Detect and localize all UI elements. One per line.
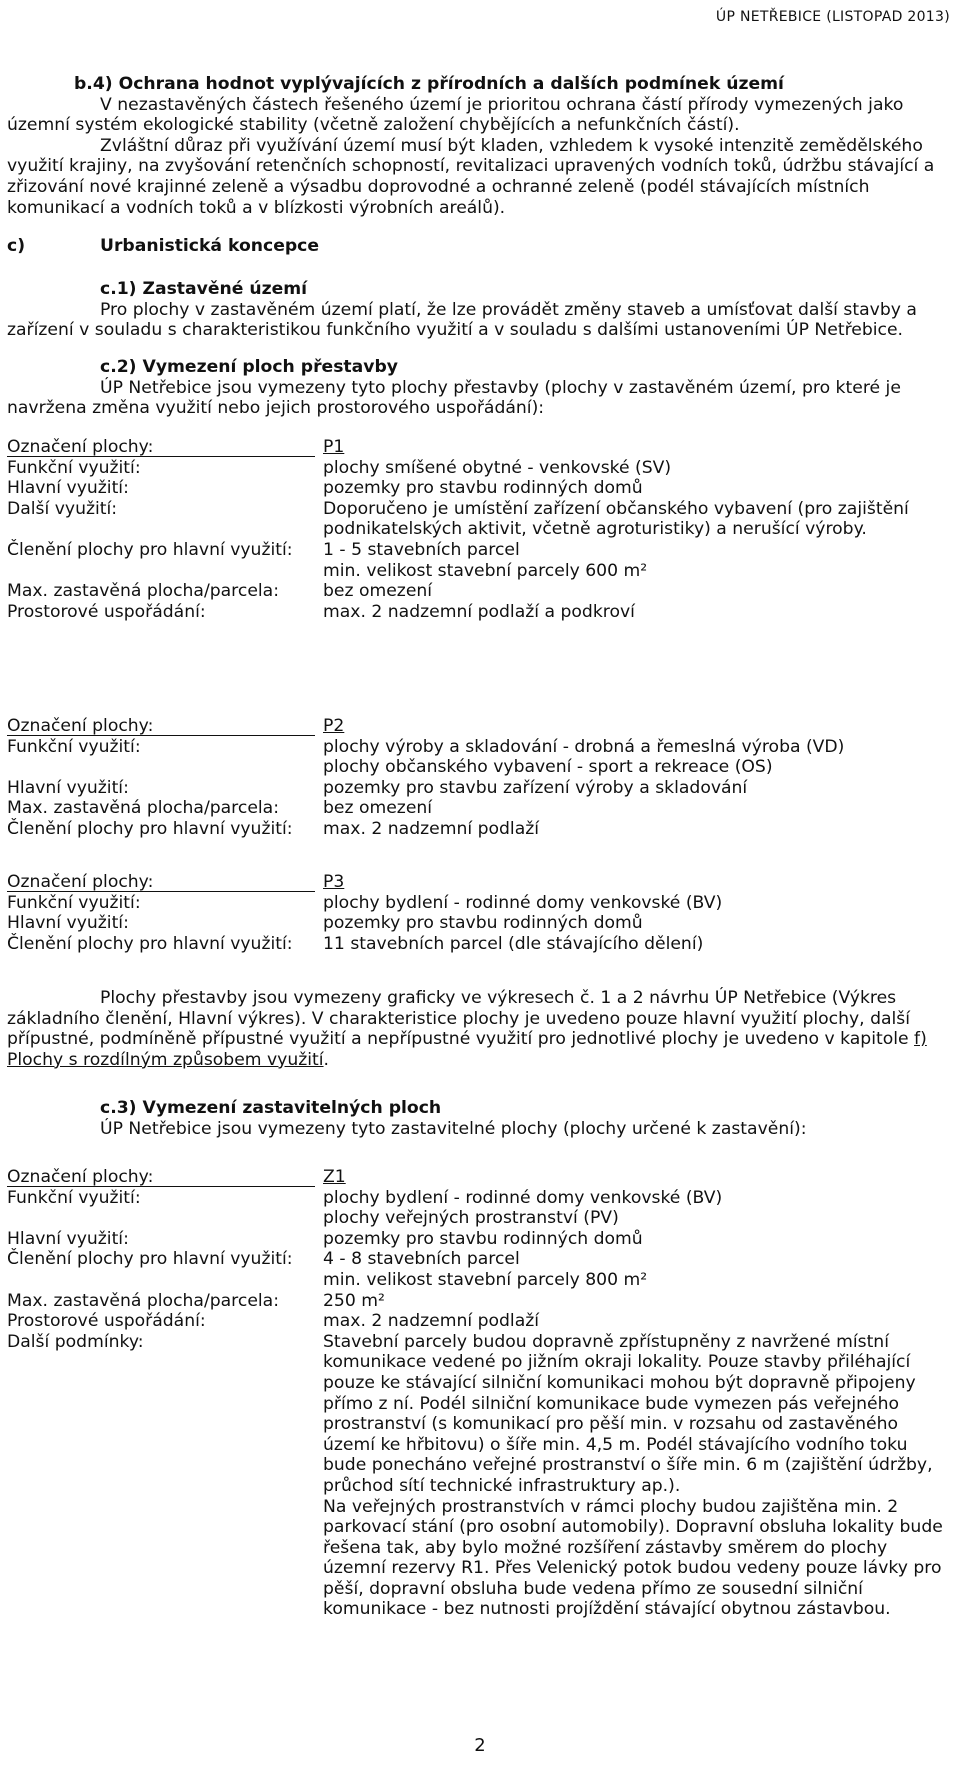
- table-row: [7, 1332, 953, 1620]
- c-number: c): [7, 236, 26, 256]
- table-row: [7, 913, 953, 934]
- c2-p1-label-cleneni: Členění plochy pro hlavní využití:: [7, 539, 293, 560]
- text-span: [323, 1332, 953, 1620]
- text-span: [323, 1249, 953, 1290]
- area-table-z1: [7, 1167, 953, 1620]
- c2-p2-max: bez omezení: [323, 798, 433, 819]
- table-row: [7, 798, 953, 819]
- c2-p2-code: P2: [323, 716, 345, 736]
- running-header: ÚP NETŘEBICE (LISTOPAD 2013): [715, 9, 950, 25]
- c2-p2-label-hlavni: Hlavní využití:: [7, 777, 129, 798]
- c3-intro: ÚP Netřebice jsou vymezeny tyto zastavitelné plochy (plochy určené k zastavění):: [100, 1118, 807, 1139]
- table-row: [7, 602, 953, 623]
- table-row: [7, 716, 953, 737]
- c3-z1-label-prostor: Prostorové uspořádání:: [7, 1311, 206, 1332]
- table-row: [7, 478, 953, 499]
- c2-p3-label-oznaceni: Označení plochy:: [7, 873, 315, 892]
- section-c1: [7, 279, 953, 341]
- c2-p1-label-prostor: Prostorové uspořádání:: [7, 601, 206, 622]
- table-row: [7, 581, 953, 602]
- table-row: [7, 934, 953, 955]
- c2-p1-code: P1: [323, 437, 345, 457]
- section-b4-heading: [7, 74, 953, 95]
- text-span: [7, 716, 323, 737]
- table-row: [7, 1249, 953, 1290]
- c2-p1-label-dalsi: Další využití:: [7, 498, 118, 519]
- c2-p1-dalsi-2: podnikatelských aktivit, včetně agroturistiky) a nerušící výroby.: [323, 519, 867, 540]
- c2-rest: navržena změna využití nebo jejich prostorového uspořádání):: [7, 398, 545, 419]
- section-c3-heading: [7, 1098, 953, 1119]
- section-b4-paragraph-1: [7, 95, 953, 136]
- text-span: [323, 499, 953, 540]
- text-span: [7, 988, 953, 1070]
- c2-p1-dalsi-1: Doporučeno je umístění zařízení občanského vybavení (pro zajištění: [323, 498, 909, 519]
- c2-p1-cleneni-1: 1 - 5 stavebních parcel: [323, 539, 520, 560]
- chapter-reference: f) Plochy s rozdílným způsobem využití: [7, 1029, 927, 1070]
- c3-z1-code: Z1: [323, 1167, 346, 1187]
- b4-para2-rest: využití krajiny, na zvyšování retenčních schopností, revitalizaci upravených vodních toků, údržbu stávající a zřizování nové krajinné zeleně a výsadbu doprovodné a ochranné zeleně (podél stávajících místních komunikací a vodních toků a v blízkosti výrobních areálů).: [7, 156, 935, 218]
- c3-z1-label-dalsi: Další podmínky:: [7, 1331, 144, 1352]
- c2-p2-label-oznaceni: Označení plochy:: [7, 717, 315, 736]
- c2-p3-hlavni: pozemky pro stavbu rodinných domů: [323, 913, 643, 934]
- c3-z1-label-oznaceni: Označení plochy:: [7, 1168, 315, 1187]
- c3-z1-cleneni-2: min. velikost stavební parcely 800 m²: [323, 1269, 648, 1290]
- c3-z1-dalsi-p1: Stavební parcely budou dopravně zpřístupněny z navržené místní komunikace vedené po jižním okraji lokality. Pouze stavby přiléhající pouze ke stávající silniční komunikaci mohou být dopravně připojeny přímo z ní. Podél silniční komunikace bude vymezen pás veřejného prostranství (s komunikací pro pěší min. v rozsahu od zastavěného území ke hřbitovu) o šíře min. 4,5 m. Podél stávajícího vodního toku bude ponecháno veřejné prostranství o šíře min. 6 m (zajištění údržby, průchod sítí technické infrastruktury ap.).: [323, 1331, 933, 1496]
- b4-heading: b.4) Ochrana hodnot vyplývajících z přírodních a dalších podmínek území: [74, 74, 784, 94]
- table-row: [7, 1291, 953, 1312]
- c2-note-first: Plochy přestavby jsou vymezeny graficky ve výkresech č. 1 a 2 návrhu ÚP Netřebice (Výkres: [100, 988, 897, 1008]
- section-c3-intro: [7, 1119, 953, 1140]
- table-row: [7, 437, 953, 458]
- c2-p2-label-max: Max. zastavěná plocha/parcela:: [7, 798, 279, 819]
- table-row: [7, 893, 953, 914]
- c2-p1-max: bez omezení: [323, 581, 433, 602]
- c3-z1-funkcni-2: plochy veřejných prostranství (PV): [323, 1208, 619, 1229]
- c2-p3-label-hlavni: Hlavní využití:: [7, 913, 129, 934]
- table-row: [7, 540, 953, 581]
- section-c2-paragraph: [7, 378, 953, 419]
- c3-z1-label-funkcni: Funkční využití:: [7, 1187, 141, 1208]
- c3-z1-cleneni-1: 4 - 8 stavebních parcel: [323, 1249, 520, 1270]
- c2-p3-label-funkcni: Funkční využití:: [7, 892, 141, 913]
- c2-p2-hlavni: pozemky pro stavbu zařízení výroby a skladování: [323, 777, 748, 798]
- area-table-p1: [7, 437, 953, 622]
- b4-para1-rest: územní systém ekologické stability (včetně založení chybějících a nefunkčních částí).: [7, 115, 740, 136]
- table-row: [7, 1188, 953, 1229]
- c3-heading: c.3) Vymezení zastavitelných ploch: [100, 1098, 442, 1118]
- c2-p1-cleneni-2: min. velikost stavební parcely 600 m²: [323, 560, 648, 581]
- c3-z1-max: 250 m²: [323, 1290, 385, 1311]
- c2-note-end: .: [323, 1049, 330, 1070]
- c1-first: Pro plochy v zastavěném území platí, že lze provádět změny staveb a umísťovat další stavby a: [100, 299, 917, 320]
- area-table-p2: [7, 716, 953, 840]
- text-span: [7, 437, 323, 458]
- c2-p3-cleneni: 11 stavebních parcel (dle stávajícího dělení): [323, 933, 704, 954]
- table-row: [7, 872, 953, 893]
- c2-p1-hlavni: pozemky pro stavbu rodinných domů: [323, 478, 643, 499]
- b4-para2-first: Zvláštní důraz při využívání území musí být kladen, vzhledem k vysoké intenzitě zemědělského: [100, 135, 923, 156]
- section-b4: [7, 74, 953, 218]
- c3-z1-funkcni-1: plochy bydlení - rodinné domy venkovské (BV): [323, 1187, 723, 1208]
- section-c1-heading: [7, 279, 953, 300]
- c2-p1-label-max: Max. zastavěná plocha/parcela:: [7, 581, 279, 602]
- c2-p3-funkcni: plochy bydlení - rodinné domy venkovské (BV): [323, 892, 723, 913]
- text-span: [323, 1188, 953, 1229]
- table-row: [7, 737, 953, 778]
- c2-p2-label-cleneni: Členění plochy pro hlavní využití:: [7, 818, 293, 839]
- c3-z1-label-max: Max. zastavěná plocha/parcela:: [7, 1290, 279, 1311]
- section-c2-heading: [7, 357, 953, 378]
- c3-z1-hlavni: pozemky pro stavbu rodinných domů: [323, 1228, 643, 1249]
- c2-p1-funkcni: plochy smíšené obytné - venkovské (SV): [323, 457, 672, 478]
- c1-rest: zařízení v souladu s charakteristikou funkčního využití a v souladu s dalšími ustanoveními ÚP Netřebice.: [7, 320, 904, 341]
- area-table-p3: [7, 872, 953, 954]
- text-span: [323, 540, 953, 581]
- c2-p3-code: P3: [323, 872, 345, 892]
- c2-p1-label-funkcni: Funkční využití:: [7, 457, 141, 478]
- table-row: [7, 778, 953, 799]
- section-c2-note: [7, 988, 953, 1070]
- section-c-heading: [7, 236, 953, 257]
- c2-p1-prostor: max. 2 nadzemní podlaží a podkroví: [323, 601, 635, 622]
- c2-p3-label-cleneni: Členění plochy pro hlavní využití:: [7, 933, 293, 954]
- table-row: [7, 1167, 953, 1188]
- c3-z1-dalsi-p2: Na veřejných prostranstvích v rámci plochy budou zajištěna min. 2 parkovací stání (pro osobní automobily). Dopravní obsluha lokality bude řešena tak, aby bylo možné rozšíření zástavby směrem do plochy územní rezervy R1. Přes Velenický potok budou vedeny pouze lávky pro pěší, dopravní obsluha bude vedena přímo ze sousední silniční komunikace - bez nutnosti projíždění stávající obytnou zástavbou.: [323, 1496, 943, 1620]
- c3-z1-label-hlavni: Hlavní využití:: [7, 1228, 129, 1249]
- b4-para1-first: V nezastavěných částech řešeného území je prioritou ochrana částí přírody vymezených jako: [100, 94, 904, 115]
- c3-z1-label-cleneni: Členění plochy pro hlavní využití:: [7, 1249, 293, 1270]
- c2-p1-label-oznaceni: Označení plochy:: [7, 438, 315, 457]
- section-c2: [7, 357, 953, 419]
- table-row: [7, 1229, 953, 1250]
- section-b4-paragraph-2: [7, 136, 953, 218]
- c2-p2-label-funkcni: Funkční využití:: [7, 736, 141, 757]
- c2-heading: c.2) Vymezení ploch přestavby: [100, 357, 398, 377]
- table-row: [7, 1311, 953, 1332]
- table-row: [7, 819, 953, 840]
- c2-p2-funkcni-1: plochy výroby a skladování - drobná a řemeslná výroba (VD): [323, 736, 845, 757]
- c-heading: Urbanistická koncepce: [100, 236, 320, 256]
- text-span: [7, 872, 323, 893]
- c1-heading: c.1) Zastavěné území: [100, 279, 308, 299]
- table-row: [7, 499, 953, 540]
- section-c1-paragraph: [7, 300, 953, 341]
- section-c3: [7, 1098, 953, 1139]
- c2-note-rest: základního členění, Hlavní výkres). V charakteristice plochy je uvedeno pouze hlavní využití plochy, další přípustné, podmíněně přípustné využití a nepřípustné využití pro jednotlivé plochy je uvedeno v kapitole: [7, 1008, 915, 1050]
- c2-p2-funkcni-2: plochy občanského vybavení - sport a rekreace (OS): [323, 757, 773, 778]
- page-number: 2: [474, 1735, 486, 1756]
- text-span: [7, 1167, 323, 1188]
- c2-first: ÚP Netřebice jsou vymezeny tyto plochy přestavby (plochy v zastavěném území, pro které je: [100, 377, 901, 398]
- c2-p1-label-hlavni: Hlavní využití:: [7, 478, 129, 499]
- table-row: [7, 458, 953, 479]
- c3-z1-prostor: max. 2 nadzemní podlaží: [323, 1311, 540, 1332]
- c2-p2-cleneni: max. 2 nadzemní podlaží: [323, 818, 540, 839]
- text-span: [323, 737, 953, 778]
